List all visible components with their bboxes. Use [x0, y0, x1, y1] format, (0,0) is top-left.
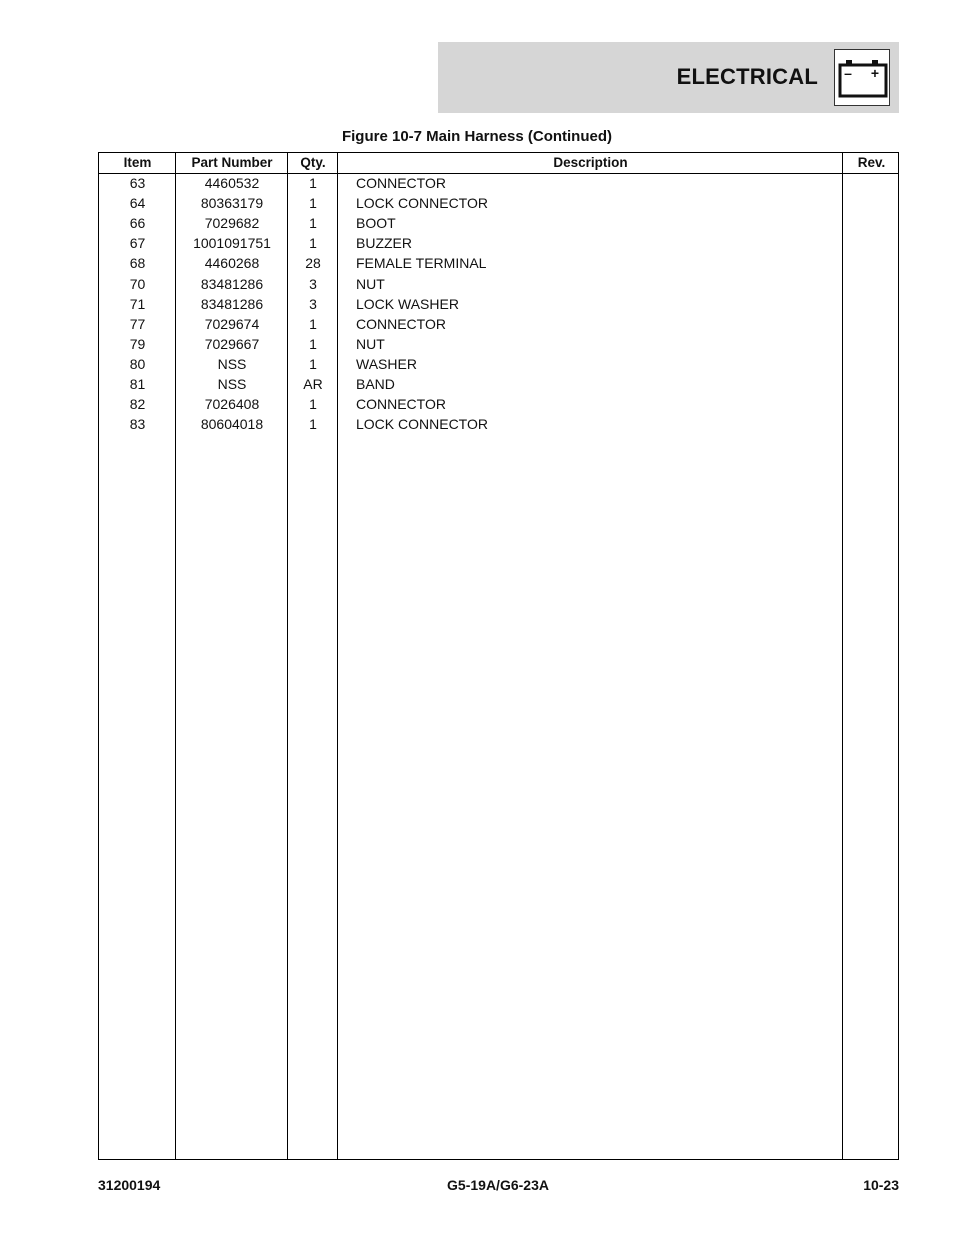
item-number: 66 [129, 215, 146, 231]
item-number: 77 [129, 316, 146, 332]
table-row [99, 193, 898, 213]
table-row [99, 253, 898, 273]
footer-page-number: 10-23 [863, 1177, 899, 1193]
footer-model: G5-19A/G6-23A [447, 1177, 549, 1193]
part-number: 7029674 [204, 316, 260, 332]
revision [843, 334, 900, 354]
table-row [99, 394, 898, 414]
item-number: 67 [129, 235, 146, 251]
item-number: 82 [129, 396, 146, 412]
item-number: 80 [129, 356, 146, 372]
part-number: NSS [217, 356, 247, 372]
item-number: 68 [129, 255, 146, 271]
revision [843, 394, 900, 414]
battery-icon-graphic [835, 50, 889, 105]
column-header-part-number: Part Number [191, 155, 273, 170]
quantity: 3 [309, 276, 317, 292]
description: NUT [356, 336, 385, 352]
revision [843, 233, 900, 253]
table-row [99, 314, 898, 334]
table-row [99, 374, 898, 394]
revision [843, 173, 900, 193]
item-number: 79 [129, 336, 146, 352]
part-number: 7029682 [204, 215, 260, 231]
column-header-description: Description [553, 155, 628, 170]
figure-title: Figure 10-7 Main Harness (Continued) [341, 128, 613, 145]
quantity: 1 [309, 396, 317, 412]
description: FEMALE TERMINAL [356, 255, 487, 271]
item-number: 83 [129, 416, 146, 432]
part-number: 7029667 [204, 336, 260, 352]
revision [843, 213, 900, 233]
part-number: NSS [217, 376, 247, 392]
battery-plus-glyph: + [870, 65, 880, 81]
column-header-item: Item [123, 155, 152, 170]
quantity: 1 [309, 416, 317, 432]
part-number: 83481286 [200, 276, 264, 292]
table-row [99, 233, 898, 253]
description: CONNECTOR [356, 316, 446, 332]
item-number: 63 [129, 175, 146, 191]
description: LOCK CONNECTOR [356, 195, 488, 211]
description: CONNECTOR [356, 175, 446, 191]
table-row [99, 354, 898, 374]
section-title: ELECTRICAL [676, 64, 818, 89]
description: CONNECTOR [356, 396, 446, 412]
revision [843, 193, 900, 213]
quantity: 3 [309, 296, 317, 312]
quantity: 1 [309, 175, 317, 191]
part-number: 80604018 [200, 416, 264, 432]
table-row [99, 334, 898, 354]
quantity: 1 [309, 195, 317, 211]
description: BUZZER [356, 235, 412, 251]
revision [843, 354, 900, 374]
revision [843, 274, 900, 294]
revision [843, 414, 900, 434]
parts-table [98, 152, 899, 1160]
quantity: 1 [309, 235, 317, 251]
quantity: 1 [309, 316, 317, 332]
description: NUT [356, 276, 385, 292]
part-number: 4460268 [204, 255, 260, 271]
part-number: 1001091751 [193, 235, 271, 251]
revision [843, 253, 900, 273]
quantity: 1 [309, 215, 317, 231]
table-row [99, 213, 898, 233]
part-number: 7026408 [204, 396, 260, 412]
table-row [99, 414, 898, 434]
section-header [438, 42, 899, 113]
description: LOCK CONNECTOR [356, 416, 488, 432]
item-number: 70 [129, 276, 146, 292]
item-number: 64 [129, 195, 146, 211]
table-row [99, 274, 898, 294]
revision [843, 374, 900, 394]
description: BOOT [356, 215, 396, 231]
description: LOCK WASHER [356, 296, 459, 312]
battery-icon [834, 49, 890, 106]
item-number: 81 [129, 376, 146, 392]
part-number: 80363179 [200, 195, 264, 211]
quantity: 1 [309, 336, 317, 352]
quantity: AR [303, 376, 323, 392]
battery-minus-glyph: – [844, 65, 852, 81]
description: BAND [356, 376, 395, 392]
quantity: 1 [309, 356, 317, 372]
footer-doc-number: 31200194 [98, 1177, 161, 1193]
item-number: 71 [129, 296, 146, 312]
part-number: 4460532 [204, 175, 260, 191]
revision [843, 314, 900, 334]
table-row [99, 173, 898, 193]
column-header-rev: Rev. [857, 155, 886, 170]
revision [843, 294, 900, 314]
part-number: 83481286 [200, 296, 264, 312]
description: WASHER [356, 356, 417, 372]
column-header-qty: Qty. [300, 155, 326, 170]
table-row [99, 294, 898, 314]
quantity: 28 [305, 255, 321, 271]
